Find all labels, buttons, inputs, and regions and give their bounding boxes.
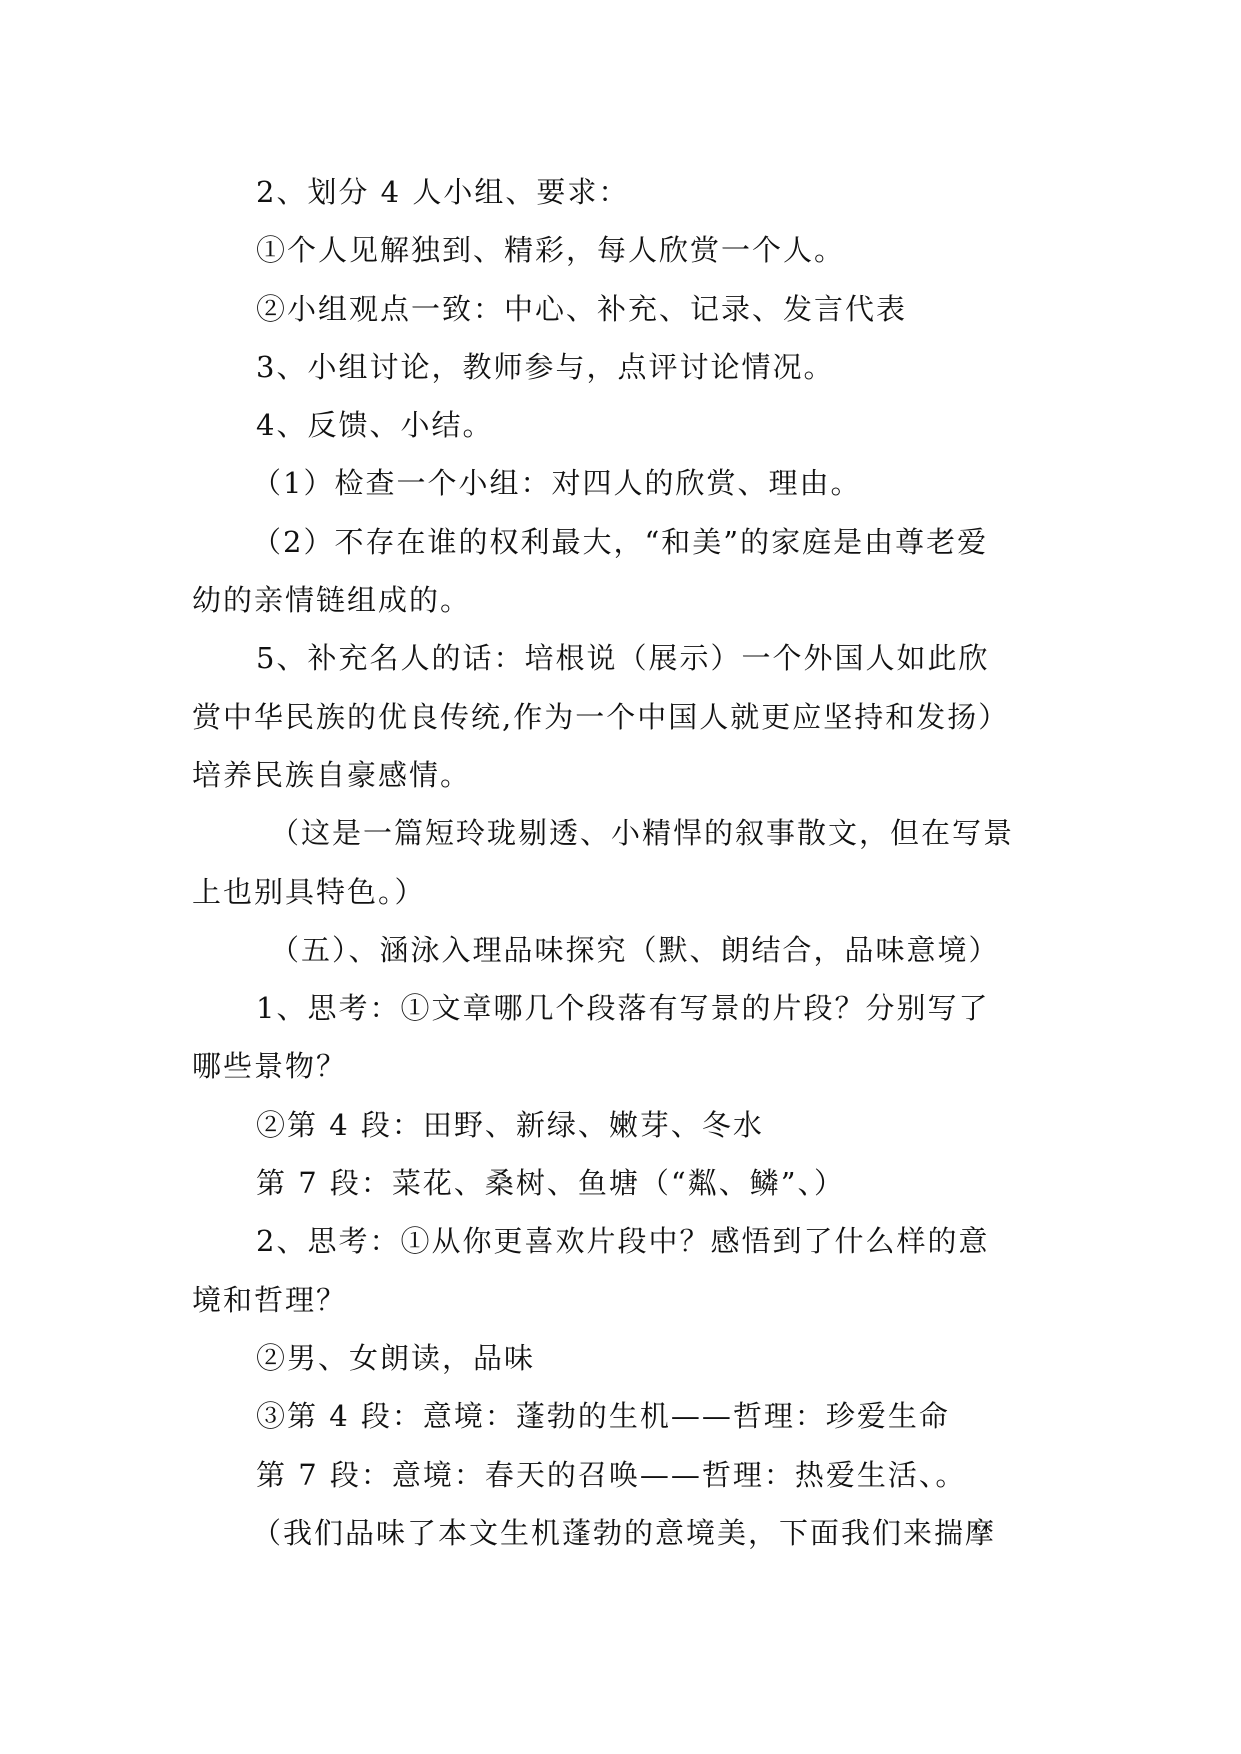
text-line: 2、划分 4 人小组、要求： (256, 175, 630, 209)
section-heading: （五）、涵泳入理品味探究（默、朗结合，品味意境） (270, 932, 1000, 967)
text-line: 上也别具特色。） (192, 874, 426, 909)
text-line: 第 7 段：菜花、桑树、鱼塘（“粼、鳞”、） (256, 1166, 846, 1201)
text-line: 4、反馈、小结。 (256, 408, 494, 443)
text-line: （这是一篇短玲珑剔透、小精悍的叙事散文，但在写景 (270, 816, 1015, 851)
text-line: ②男、女朗读，品味 (256, 1340, 536, 1375)
text-line: （1）检查一个小组：对四人的欣赏、理由。 (252, 466, 862, 501)
text-line: 培养民族自豪感情。 (192, 757, 472, 792)
text-line: ①个人见解独到、精彩，每人欣赏一个人。 (256, 233, 846, 268)
text-line: 境和哲理？ (192, 1282, 348, 1317)
text-line: 哪些景物？ (192, 1049, 348, 1084)
text-line: （2）不存在谁的权利最大，“和美”的家庭是由尊老爱 (252, 524, 989, 559)
text-line: 第 7 段：意境：春天的召唤——哲理：热爱生活、。 (256, 1457, 967, 1492)
text-line: （我们品味了本文生机蓬勃的意境美，下面我们来揣摩 (252, 1515, 997, 1550)
text-line: ③第 4 段：意境：蓬勃的生机——哲理：珍爱生命 (256, 1399, 950, 1434)
text-line: 赏中华民族的优良传统,作为一个中国人就更应坚持和发扬） (192, 699, 1010, 734)
document-body (192, 163, 1052, 1562)
text-line: ②小组观点一致：中心、补充、记录、发言代表 (256, 291, 908, 326)
text-line: ②第 4 段：田野、新绿、嫩芽、冬水 (256, 1107, 764, 1142)
text-line: 1、思考：①文章哪几个段落有写景的片段？分别写了 (256, 991, 990, 1026)
text-line: 2、思考：①从你更喜欢片段中？感悟到了什么样的意 (256, 1224, 990, 1259)
text-line: 幼的亲情链组成的。 (192, 583, 472, 618)
text-line: 5、补充名人的话：培根说（展示）一个外国人如此欣 (256, 641, 990, 676)
text-line: 3、小组讨论，教师参与，点评讨论情况。 (256, 349, 835, 384)
